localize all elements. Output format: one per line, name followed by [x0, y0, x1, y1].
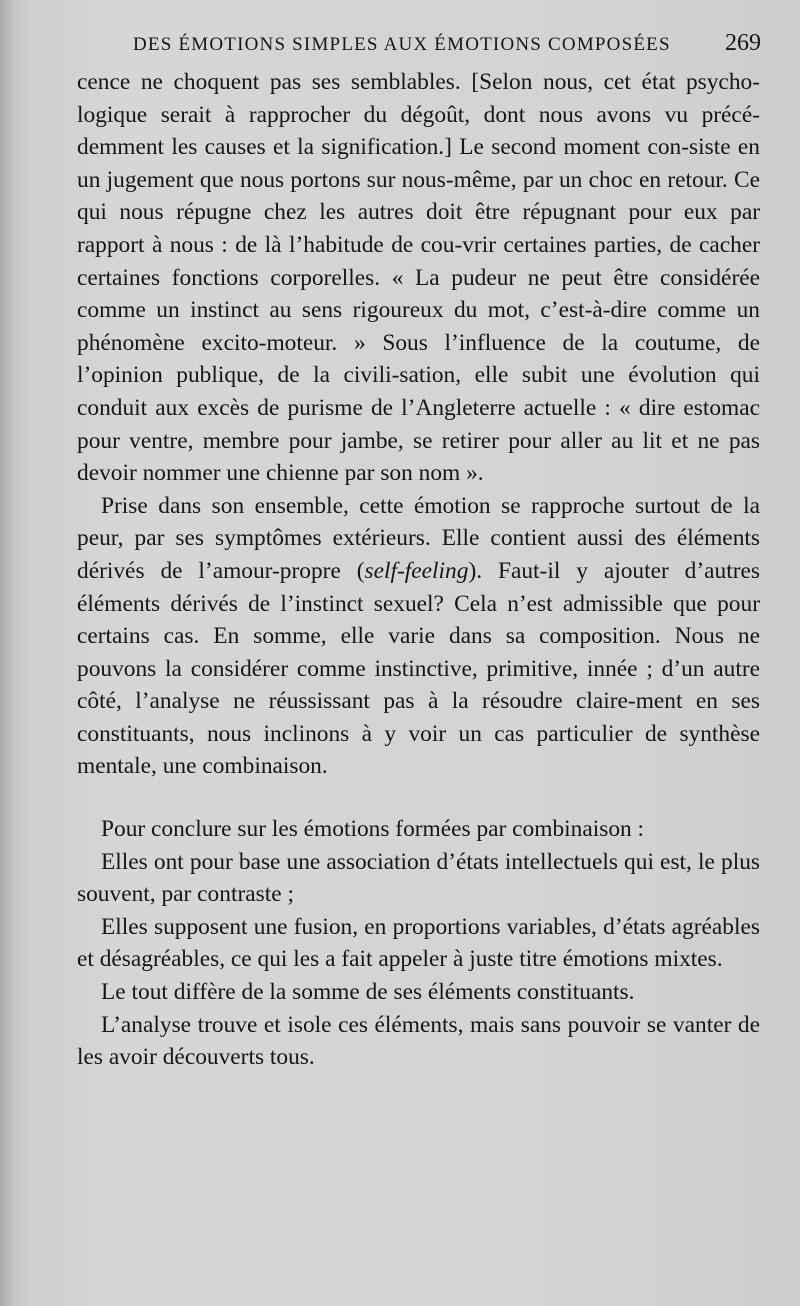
running-title: DES ÉMOTIONS SIMPLES AUX ÉMOTIONS COMPOSÉES	[133, 34, 671, 55]
paragraph-3: Pour conclure sur les émotions formées par combinaison :	[101, 816, 645, 843]
page-header	[133, 30, 761, 62]
paragraph-5: Elles supposent une fusion, en proportions variables, d’états agréables et désagréables, ce qui les a fait appeler à juste titre émotions mixtes.	[77, 913, 760, 973]
paragraph-7: L’analyse trouve et isole ces éléments, mais sans pouvoir se vanter de les avoir découverts tous.	[77, 1011, 760, 1071]
italic-term: self-feeling	[364, 557, 469, 584]
page-gutter-shadow	[0, 0, 14, 1306]
paragraph-1: cence ne choquent pas ses semblables. [Selon nous, cet état psycho-logique serait à rapprocher du dégoût, dont nous avons vu précé-demment les causes et la signification.] Le second moment con-siste en un jugement que nous portons sur nous-même, par un choc en retour. Ce qui nous répugne chez les autres doit être répugnant pour eux par rapport à nous : de là l’habitude de cou-vrir certaines parties, de cacher certaines fonctions corporelles. « La pudeur ne peut être considérée comme un instinct au sens rigoureux du mot, c’est-à-dire comme un phénomène excito-moteur. » Sous l’influence de la coutume, de l’opinion publique, de la civili-sation, elle subit une évolution qui conduit aux excès de purisme de l’Angleterre actuelle : « dire estomac pour ventre, membre pour jambe, se retirer pour aller au lit et ne pas devoir nommer une chienne par son nom ».	[77, 69, 760, 487]
paragraph-2: Prise dans son ensemble, cette émotion se rapproche surtout de la peur, par ses symptômes extérieurs. Elle contient aussi des éléments dérivés de l’amour-propre (self-feeling). Faut-il y ajouter d’autres éléments dérivés de l’instinct sexuel? Cela n’est admissible que pour certains cas. En somme, elle varie dans sa composition. Nous ne pouvons la considérer comme instinctive, primitive, innée ; d’un autre côté, l’analyse ne réussissant pas à la résoudre claire-ment en ses constituants, nous inclinons à y voir un cas particulier de synthèse mentale, une combinaison.	[77, 492, 760, 780]
page-number: 269	[725, 30, 761, 56]
paragraph-4: Elles ont pour base une association d’états intellectuels qui est, le plus souvent, par contraste ;	[77, 848, 760, 908]
body-text	[77, 66, 760, 1074]
section-gap	[77, 783, 760, 813]
paragraph-6: Le tout diffère de la somme de ses éléments constituants.	[101, 979, 635, 1006]
